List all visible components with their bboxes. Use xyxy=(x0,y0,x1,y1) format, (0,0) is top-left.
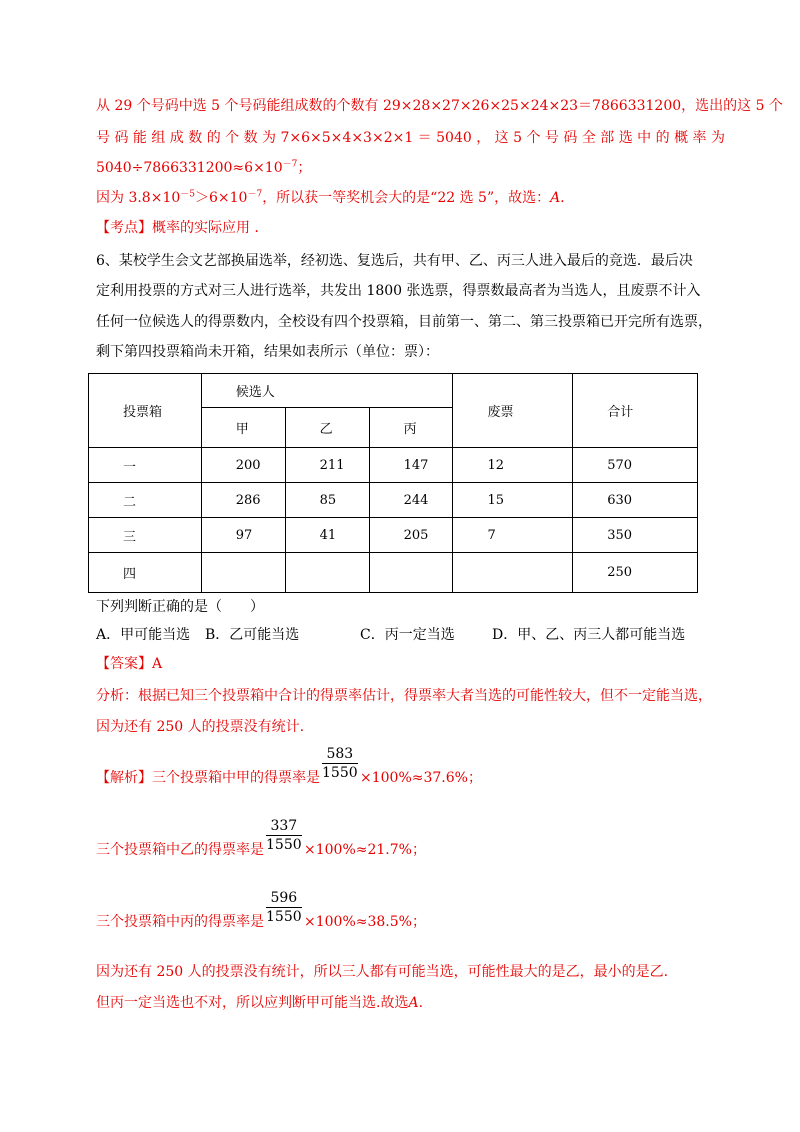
cell-box: 二 xyxy=(89,483,202,518)
option-c: C．丙一定当选 xyxy=(360,627,455,643)
solution-jia-text: 三个投票箱中甲的得票率是 xyxy=(152,770,320,786)
fraction-bing xyxy=(266,890,302,925)
cell-invalid: 15 xyxy=(453,483,573,518)
prev-solution-line-2: 号 码 能 组 成 数 的 个 数 为 7×6×5×4×3×2×1 ＝ 5040 ， 这 5 个 号 码 全 部 选 中 的 概 率 为 xyxy=(96,130,725,146)
cell-yi: 211 xyxy=(285,448,369,483)
answer xyxy=(96,654,162,674)
table-row xyxy=(89,483,698,518)
table-row xyxy=(89,448,698,483)
conclusion-text: 但丙一定当选也不对，所以应判断甲可能当选.故选 xyxy=(96,995,409,1011)
cell-jia: 97 xyxy=(201,518,285,553)
exponent: －5 xyxy=(180,189,195,200)
header-candidate-bing: 丙 xyxy=(369,408,453,448)
cell-yi xyxy=(285,553,369,593)
cell-invalid xyxy=(453,553,573,593)
question-line-3: 任何一位候选人的得票数内，全校设有四个投票箱，目前第一、第二、第三投票箱已开完所有选票， xyxy=(96,314,712,330)
fraction-denominator: 1550 xyxy=(266,837,302,853)
cell-box: 四 xyxy=(89,553,202,593)
cell-jia: 200 xyxy=(201,448,285,483)
fraction-numerator: 583 xyxy=(322,746,358,764)
analysis-line-1: 分析：根据已知三个投票箱中合计的得票率估计，得票率大者当选的可能性较大，但不一定能当选， xyxy=(96,688,712,704)
table-row xyxy=(89,553,698,593)
conclusion-line-1: 因为还有 250 人的投票没有统计，所以三人都有可能当选，可能性最大的是乙，最小的是乙. xyxy=(96,964,669,980)
fraction-yi xyxy=(266,818,302,853)
solution-yi: 三个投票箱中乙的得票率是 xyxy=(96,842,264,858)
cell-box: 一 xyxy=(89,448,202,483)
line-4-end: ． xyxy=(560,190,575,206)
cell-invalid: 12 xyxy=(453,448,573,483)
question-line-4: 剩下第四投票箱尚未开箱，结果如表所示（单位：票）： xyxy=(96,344,439,360)
fraction-denominator: 1550 xyxy=(322,765,358,781)
cell-bing: 147 xyxy=(369,448,453,483)
cell-total: 350 xyxy=(573,518,698,553)
prev-solution-line-3-tail: ； xyxy=(297,160,312,176)
option-a: A．甲可能当选 xyxy=(96,627,191,643)
line-4-answer: A xyxy=(550,190,561,206)
cell-yi: 41 xyxy=(285,518,369,553)
question-prompt: 下列判断正确的是（ ） xyxy=(96,599,264,615)
header-candidate-jia: 甲 xyxy=(201,408,285,448)
fraction-numerator: 596 xyxy=(266,890,302,908)
exponent: －7 xyxy=(282,159,298,170)
solution-bing: 三个投票箱中丙的得票率是 xyxy=(96,914,264,930)
prev-solution-line-3-text: 5040÷7866331200≈6×10 xyxy=(96,160,283,176)
cell-bing xyxy=(369,553,453,593)
solution-tag: 【解析】 xyxy=(96,770,152,786)
line-4-part-a: 因为 3.8×10 xyxy=(96,190,181,206)
solution-jia xyxy=(96,768,320,788)
vote-table xyxy=(88,373,698,593)
fraction-numerator: 337 xyxy=(266,818,302,836)
line-4-part-b: ＞6×10 xyxy=(195,190,248,206)
cell-invalid: 7 xyxy=(453,518,573,553)
cell-jia xyxy=(201,553,285,593)
prev-solution-line-1: 从 29 个号码中选 5 个号码能组成数的个数有 29×28×27×26×25×24×23＝7866331200，选出的这 5 个 xyxy=(96,98,783,114)
prev-solution-line-3 xyxy=(96,158,311,178)
conclusion-end: . xyxy=(418,995,424,1011)
exponent: －7 xyxy=(247,189,263,200)
header-total: 合计 xyxy=(573,374,698,448)
solution-yi-tail: ×100%≈21.7%； xyxy=(304,842,426,858)
header-invalid: 废票 xyxy=(453,374,573,448)
kaodian-tag: 【考点】 xyxy=(96,220,152,236)
cell-total: 570 xyxy=(573,448,698,483)
solution-bing-tail: ×100%≈38.5%； xyxy=(304,914,426,930)
kaodian xyxy=(96,218,268,238)
analysis-line-2: 因为还有 250 人的投票没有统计. xyxy=(96,719,305,735)
answer-tag: 【答案】 xyxy=(96,656,152,672)
header-candidates: 候选人 xyxy=(201,374,453,408)
prev-solution-line-4 xyxy=(96,188,574,208)
cell-total: 250 xyxy=(573,553,698,593)
header-candidate-yi: 乙 xyxy=(285,408,369,448)
cell-yi: 85 xyxy=(285,483,369,518)
cell-jia: 286 xyxy=(201,483,285,518)
cell-bing: 205 xyxy=(369,518,453,553)
conclusion-line-2 xyxy=(96,993,423,1013)
answer-value: A xyxy=(152,656,163,672)
cell-bing: 244 xyxy=(369,483,453,518)
question-line-2: 定利用投票的方式对三人进行选举，共发出 1800 张选票，得票数最高者为当选人，且废票不计入 xyxy=(96,283,701,299)
option-b: B．乙可能当选 xyxy=(205,627,300,643)
line-4-part-c: ，所以获一等奖机会大的是“22 选 5”，故选： xyxy=(262,190,551,206)
solution-jia-tail: ×100%≈37.6%； xyxy=(360,770,482,786)
cell-total: 630 xyxy=(573,483,698,518)
option-d: D．甲、乙、丙三人都可能当选 xyxy=(492,627,686,643)
cell-box: 三 xyxy=(89,518,202,553)
table-row xyxy=(89,518,698,553)
conclusion-answer: A xyxy=(408,995,419,1011)
fraction-denominator: 1550 xyxy=(266,909,302,925)
question-line-1: 6、某校学生会文艺部换届选举，经初选、复选后，共有甲、乙、丙三人进入最后的竞选．最后决 xyxy=(96,253,693,269)
fraction-jia xyxy=(322,746,358,781)
header-box: 投票箱 xyxy=(89,374,202,448)
kaodian-text: 概率的实际应用 ． xyxy=(152,220,269,236)
